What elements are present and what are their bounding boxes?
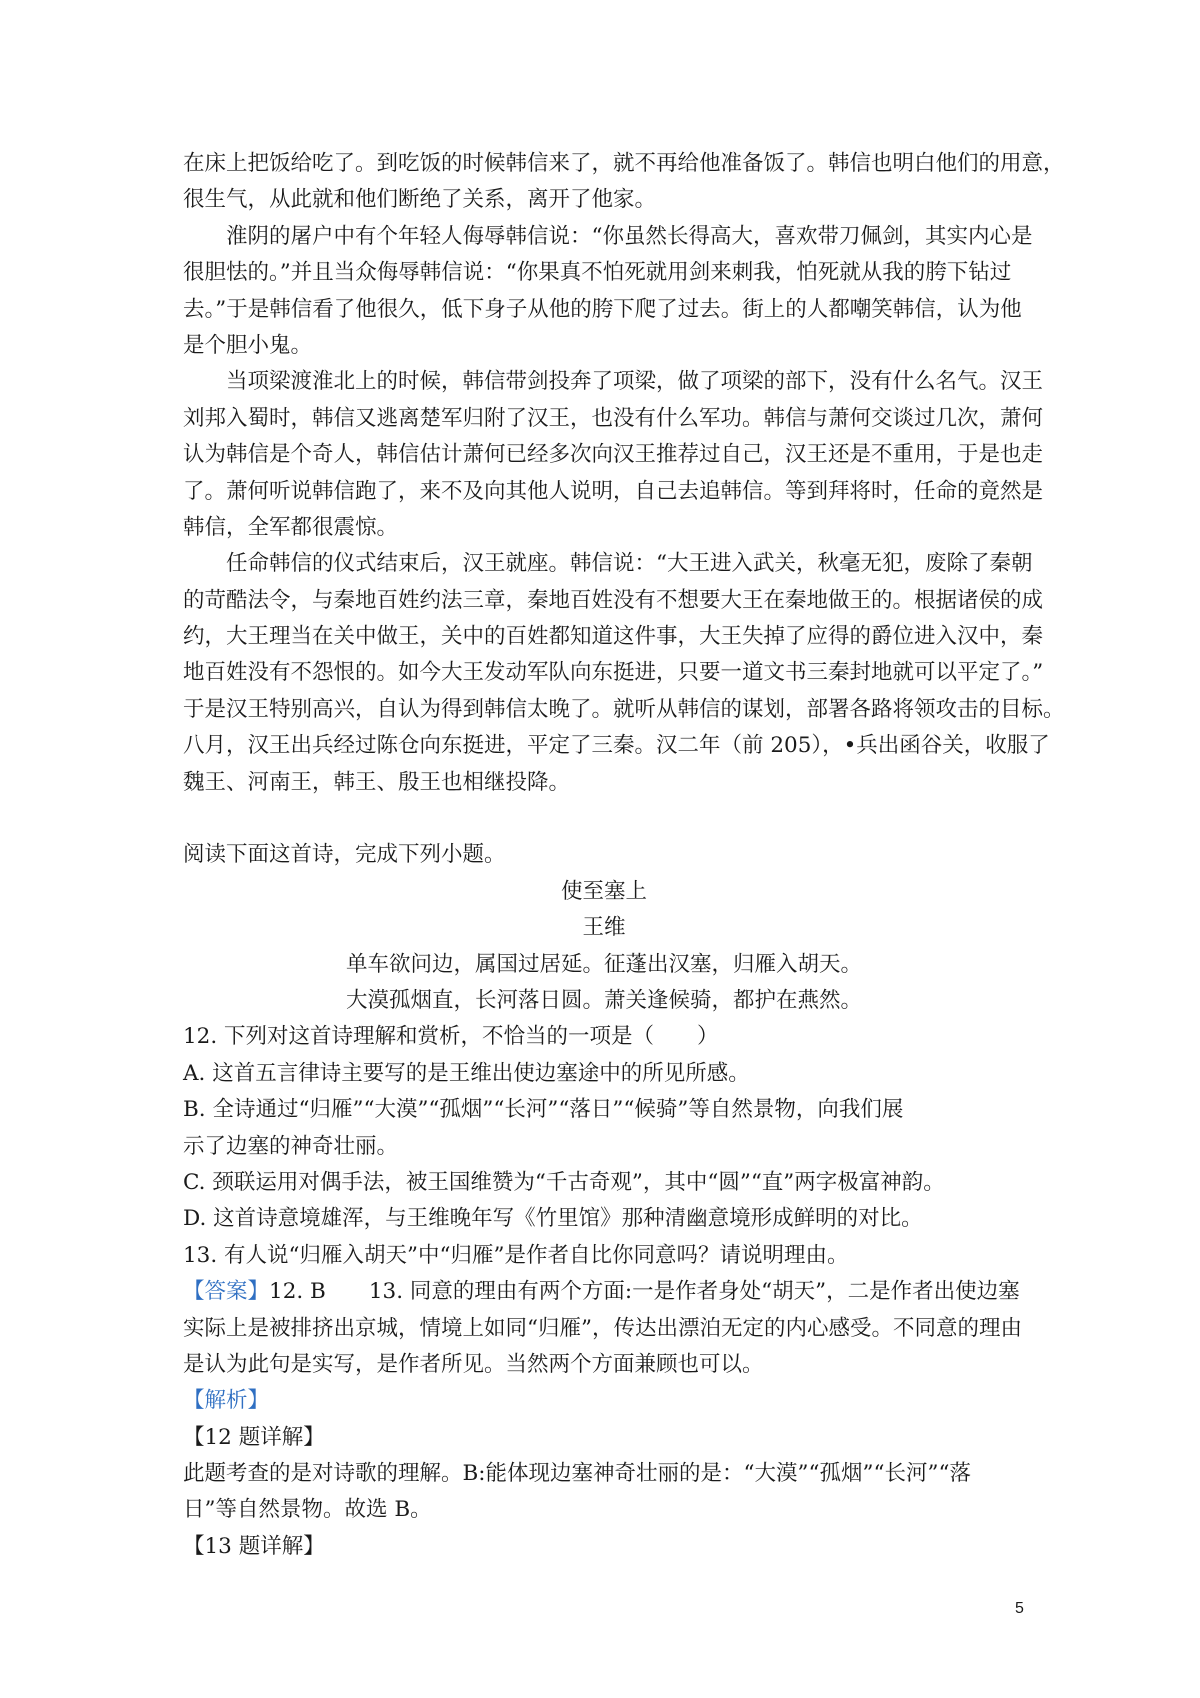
passage-line: 在床上把饭给吃了。到吃饭的时候韩信来了，就不再给他准备饭了。韩信也明白他们的用意， [183, 151, 1065, 176]
passage-line: 魏王、河南王，韩王、殷王也相继投降。 [183, 769, 571, 795]
passage-line: 认为韩信是个奇人，韩信估计萧何已经多次向汉王推荐过自己，汉王还是不重用，于是也走 [183, 442, 1044, 468]
poem-title: 使至塞上 [560, 878, 647, 904]
poem-author: 王维 [582, 915, 626, 941]
passage-line: 淮阴的屠户中有个年轻人侮辱韩信说：“你虽然长得高大，喜欢带刀佩剑，其实内心是 [226, 223, 1033, 249]
option-c: C. 颈联运用对偶手法，被王国维赞为“千古奇观”，其中“圆”“直”两字极富神韵。 [183, 1169, 945, 1195]
passage-line: 了。萧何听说韩信跑了，来不及向其他人说明，自己去追韩信。等到拜将时，任命的竟然是 [183, 478, 1044, 504]
passage-line: 刘邦入蜀时，韩信又逃离楚军归附了汉王，也没有什么军功。韩信与萧何交谈过几次，萧何 [183, 405, 1044, 431]
q12-detail-heading: 【12 题详解】 [183, 1424, 325, 1450]
q13-detail-heading: 【13 题详解】 [183, 1533, 325, 1559]
analysis-section [183, 1383, 1025, 1565]
answer-section [183, 1274, 1025, 1383]
passage-line: 韩信，全军都很震惊。 [183, 514, 399, 540]
poem-line: 单车欲问边，属国过居延。征蓬出汉塞，归雁入胡天。 [345, 951, 862, 977]
analysis-label: 【解析】 [183, 1388, 270, 1414]
passage [183, 146, 1065, 801]
blank-line [183, 801, 1025, 837]
poem [183, 874, 1025, 1020]
passage-line: 地百姓没有不怨恨的。如今大王发动军队向东挺进，只要一道文书三秦封地就可以平定了。” [183, 660, 1044, 686]
passage-line: 当项梁渡淮北上的时候，韩信带剑投奔了项梁，做了项梁的部下，没有什么名气。汉王 [226, 369, 1044, 395]
passage-line: 八月，汉王出兵经过陈仓向东挺进，平定了三秦。汉二年（前 205），•兵出函谷关，收服了 [183, 733, 1050, 759]
passage-line: 的苛酷法令，与秦地百姓约法三章，秦地百姓没有不想要大王在秦地做王的。根据诸侯的成 [183, 587, 1044, 613]
page-number: 5 [1015, 1600, 1024, 1617]
passage-line: 任命韩信的仪式结束后，汉王就座。韩信说：“大王进入武关，秋毫无犯，废除了秦朝 [226, 551, 1033, 577]
answer-label: 【答案】 [183, 1279, 270, 1305]
answer-line [183, 1274, 1025, 1310]
q12-detail-text: 日”等自然景物。故选 B。 [183, 1497, 432, 1523]
answer-text: 12. B 13. 同意的理由有两个方面:一是作者身处“胡天”，二是作者出使边塞 [269, 1279, 1020, 1305]
question-12: 12. 下列对这首诗理解和赏析，不恰当的一项是（ ） [183, 1024, 719, 1050]
option-a: A. 这首五言律诗主要写的是王维出使边塞途中的所见所感。 [183, 1060, 750, 1086]
poem-line: 大漠孤烟直，长河落日圆。萧关逢候骑，都护在燕然。 [345, 987, 862, 1013]
reading-instruction: 阅读下面这首诗，完成下列小题。 [183, 842, 506, 868]
answer-line: 是认为此句是实写，是作者所见。当然两个方面兼顾也可以。 [183, 1351, 764, 1377]
document-page [183, 146, 1065, 1565]
option-d: D. 这首诗意境雄浑，与王维晚年写《竹里馆》那种清幽意境形成鲜明的对比。 [183, 1206, 923, 1232]
passage-line: 很生气，从此就和他们断绝了关系，离开了他家。 [183, 187, 657, 213]
answer-line: 实际上是被排挤出京城，情境上如同“归雁”，传达出漂泊无定的内心感受。不同意的理由 [183, 1315, 1022, 1341]
question-13: 13. 有人说“归雁入胡天”中“归雁”是作者自比你同意吗？请说明理由。 [183, 1242, 849, 1268]
passage-line: 是个胆小鬼。 [183, 332, 313, 358]
passage-line: 约，大王理当在关中做王，关中的百姓都知道这件事，大王失掉了应得的爵位进入汉中，秦 [183, 624, 1044, 650]
passage-line: 去。”于是韩信看了他很久，低下身子从他的胯下爬了过去。街上的人都嘲笑韩信，认为他 [183, 296, 1022, 322]
option-b: B. 全诗通过“归雁”“大漠”“孤烟”“长河”“落日”“候骑”等自然景物，向我们展 [183, 1097, 904, 1123]
passage-line: 很胆怯的。”并且当众侮辱韩信说：“你果真不怕死就用剑来刺我，怕死就从我的胯下钻过 [183, 260, 1012, 286]
q12-detail-text: 此题考查的是对诗歌的理解。B:能体现边塞神奇壮丽的是：“大漠”“孤烟”“长河”“落 [183, 1461, 971, 1487]
option-b-continued: 示了边塞的神奇壮丽。 [183, 1133, 399, 1159]
questions [183, 1019, 1025, 1274]
passage-line: 于是汉王特别高兴，自认为得到韩信太晚了。就听从韩信的谋划，部署各路将领攻击的目标。 [183, 696, 1065, 722]
